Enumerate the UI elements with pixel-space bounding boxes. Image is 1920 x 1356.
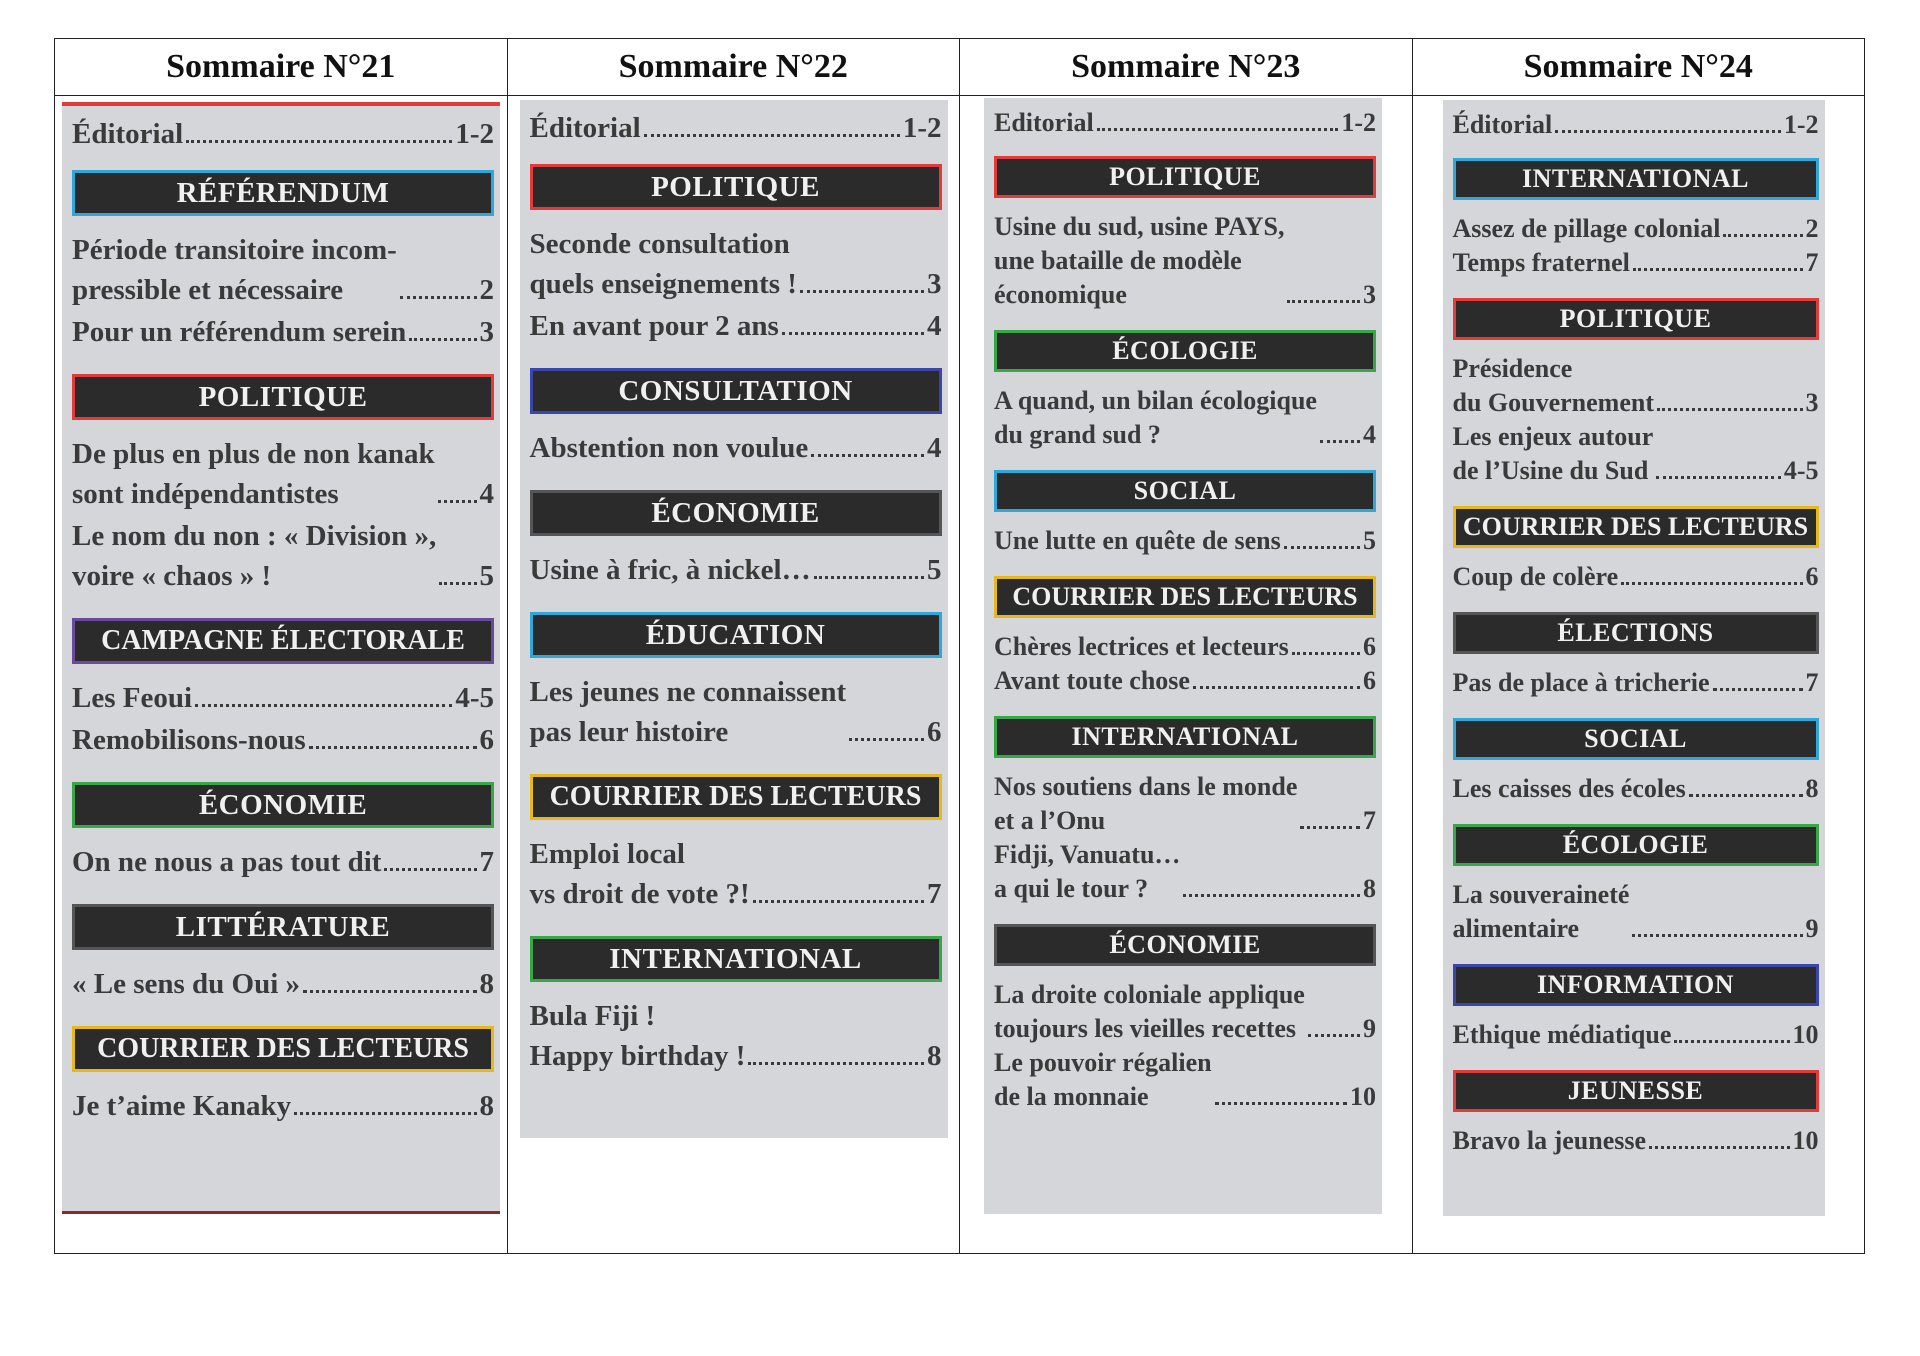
page-number: 2 bbox=[479, 274, 494, 306]
page-number: 6 bbox=[1363, 632, 1376, 661]
toc-entry bbox=[530, 306, 942, 346]
section-header: COURRIER DES LECTEURS bbox=[72, 1026, 494, 1072]
toc-entry bbox=[1453, 878, 1819, 946]
page-number: 7 bbox=[927, 878, 942, 910]
entry-title-line: Happy birthday ! bbox=[529, 1040, 746, 1072]
page-number: 4 bbox=[927, 432, 942, 464]
entry-title-line: La souveraineté bbox=[1452, 880, 1630, 909]
entry-title bbox=[530, 996, 746, 1076]
entry-title-line: Usine du sud, usine PAYS, bbox=[994, 212, 1285, 241]
entry-title-line: Nos soutiens dans le monde bbox=[994, 772, 1298, 801]
entry-title bbox=[530, 224, 797, 304]
toc-panel-24 bbox=[1443, 100, 1825, 1216]
entry-title-line: de l’Usine du Sud bbox=[1452, 456, 1649, 485]
column-header-21: Sommaire N°21 bbox=[166, 48, 396, 85]
dot-leader bbox=[1193, 686, 1360, 689]
entry-title-line: Une lutte en quête de sens bbox=[994, 526, 1281, 555]
toc-entry bbox=[1453, 420, 1819, 488]
entry-title bbox=[1453, 420, 1654, 488]
toc-entry bbox=[72, 678, 494, 718]
dot-leader bbox=[849, 738, 924, 741]
entry-title-line: La droite coloniale applique bbox=[994, 980, 1305, 1009]
section-header: ÉCOLOGIE bbox=[994, 330, 1376, 372]
page-number: 4-5 bbox=[455, 682, 494, 714]
toc-entry bbox=[994, 630, 1376, 664]
section-header: INTERNATIONAL bbox=[994, 716, 1376, 758]
entry-title bbox=[994, 630, 1289, 664]
toc-entry bbox=[994, 664, 1376, 698]
page-number: 8 bbox=[1805, 774, 1819, 803]
entry-title-line: Les caisses des écoles bbox=[1452, 774, 1686, 803]
entry-title bbox=[72, 720, 306, 760]
section-header: POLITIQUE bbox=[72, 374, 494, 420]
entry-title-line: Pas de place à tricherie bbox=[1452, 668, 1710, 697]
page-number: 5 bbox=[927, 554, 942, 586]
toc-panel-23 bbox=[984, 98, 1382, 1214]
dot-leader bbox=[1284, 546, 1360, 549]
section-header: INTERNATIONAL bbox=[1453, 158, 1819, 200]
page-number: 6 bbox=[927, 716, 942, 748]
toc-entry bbox=[72, 434, 494, 514]
page-number: 6 bbox=[1805, 562, 1819, 591]
entry-title-line: En avant pour 2 ans bbox=[529, 310, 779, 342]
entry-title bbox=[530, 306, 779, 346]
toc-entry bbox=[530, 550, 942, 590]
dot-leader bbox=[384, 868, 476, 871]
toc-entry bbox=[994, 384, 1376, 452]
section-header: ÉCOLOGIE bbox=[1453, 824, 1819, 866]
page-number: 3 bbox=[927, 268, 942, 300]
entry-title-line: Bula Fiji ! bbox=[529, 1000, 656, 1032]
section-header: LITTÉRATURE bbox=[72, 904, 494, 950]
entry-title bbox=[1453, 212, 1721, 246]
page-number: 4 bbox=[1363, 420, 1376, 449]
page-number: 10 bbox=[1792, 1020, 1819, 1049]
toc-entry bbox=[1453, 212, 1819, 246]
toc-entry bbox=[994, 524, 1376, 558]
dot-leader bbox=[186, 140, 452, 143]
page-number: 6 bbox=[479, 724, 494, 756]
entry-title bbox=[530, 672, 847, 752]
entry-title-line: Ethique médiatique bbox=[1452, 1020, 1672, 1049]
entry-title-line: une bataille de modèle bbox=[994, 246, 1242, 275]
toc-entry bbox=[72, 114, 494, 154]
entry-title-line: Période transitoire incom- bbox=[72, 234, 397, 266]
dot-leader bbox=[1657, 408, 1803, 411]
dot-leader bbox=[1320, 440, 1360, 443]
toc-entry bbox=[1453, 246, 1819, 280]
toc-entry bbox=[994, 978, 1376, 1046]
toc-entry bbox=[1453, 108, 1819, 142]
toc-entry bbox=[72, 842, 494, 882]
section-header: ÉDUCATION bbox=[530, 612, 942, 658]
toc-entry bbox=[1453, 666, 1819, 700]
entry-title-line: Les enjeux autour bbox=[1452, 422, 1654, 451]
entry-title bbox=[994, 770, 1297, 838]
section-header: ÉCONOMIE bbox=[72, 782, 494, 828]
entry-title-line: Assez de pillage colonial bbox=[1452, 214, 1721, 243]
toc-panel-21 bbox=[62, 102, 500, 1214]
toc-entry bbox=[994, 838, 1376, 906]
entry-title bbox=[72, 114, 183, 154]
toc-entry bbox=[1453, 1124, 1819, 1158]
entry-title-line: Bravo la jeunesse bbox=[1452, 1126, 1647, 1155]
section-header: COURRIER DES LECTEURS bbox=[994, 576, 1376, 618]
entry-title-line: de la monnaie bbox=[994, 1082, 1149, 1111]
page-number: 1-2 bbox=[455, 118, 494, 150]
dot-leader bbox=[811, 454, 924, 457]
page-number: 9 bbox=[1805, 914, 1819, 943]
entry-title-line: De plus en plus de non kanak bbox=[72, 438, 435, 470]
dot-leader bbox=[1674, 1040, 1789, 1043]
entry-title-line: vs droit de vote ?! bbox=[529, 878, 750, 910]
dot-leader bbox=[303, 990, 476, 993]
entry-title bbox=[530, 834, 750, 914]
entry-title-line: Seconde consultation bbox=[529, 228, 790, 260]
page-number: 10 bbox=[1350, 1082, 1376, 1111]
toc-entry bbox=[1453, 560, 1819, 594]
entry-title-line: Le nom du non : « Division », bbox=[72, 520, 437, 552]
entry-title-line: Éditorial bbox=[1452, 110, 1553, 139]
section-header: SOCIAL bbox=[994, 470, 1376, 512]
page-number: 8 bbox=[1363, 874, 1376, 903]
toc-entry bbox=[994, 106, 1376, 140]
entry-title bbox=[72, 842, 381, 882]
column-24 bbox=[1412, 96, 1865, 1253]
section-header: INFORMATION bbox=[1453, 964, 1819, 1006]
dot-leader bbox=[782, 332, 924, 335]
column-header-22: Sommaire N°22 bbox=[507, 39, 960, 95]
entry-title-line: Éditorial bbox=[72, 118, 184, 150]
page-number: 5 bbox=[1363, 526, 1376, 555]
page-number: 7 bbox=[479, 846, 494, 878]
section-header: CONSULTATION bbox=[530, 368, 942, 414]
dot-leader bbox=[1649, 1146, 1789, 1149]
page-number: 1-2 bbox=[902, 112, 942, 144]
section-header: ÉCONOMIE bbox=[530, 490, 942, 536]
column-22 bbox=[507, 96, 960, 1253]
entry-title-line: A quand, un bilan écologique bbox=[994, 386, 1317, 415]
entry-title-line: Fidji, Vanuatu… bbox=[994, 840, 1181, 869]
section-header: SOCIAL bbox=[1453, 718, 1819, 760]
page-number: 3 bbox=[479, 316, 494, 348]
entry-title-line: du Gouvernement bbox=[1452, 388, 1654, 417]
page-number: 4 bbox=[927, 310, 942, 342]
entry-title bbox=[994, 384, 1317, 452]
page-number: 7 bbox=[1363, 806, 1376, 835]
section-header: JEUNESSE bbox=[1453, 1070, 1819, 1112]
dot-leader bbox=[1633, 268, 1803, 271]
page-number: 10 bbox=[1792, 1126, 1819, 1155]
entry-title bbox=[994, 978, 1305, 1046]
toc-entry bbox=[530, 672, 942, 752]
dot-leader bbox=[309, 746, 477, 749]
entry-title-line: Chères lectrices et lecteurs bbox=[994, 632, 1289, 661]
dot-leader bbox=[1656, 476, 1781, 479]
entry-title bbox=[994, 838, 1180, 906]
page-number: 8 bbox=[479, 968, 494, 1000]
dot-leader bbox=[1621, 582, 1802, 585]
toc-entry bbox=[1453, 772, 1819, 806]
dot-leader bbox=[1215, 1102, 1347, 1105]
dot-leader bbox=[644, 134, 900, 137]
entry-title bbox=[1453, 1124, 1647, 1158]
section-header: ÉLECTIONS bbox=[1453, 612, 1819, 654]
entry-title bbox=[1453, 560, 1619, 594]
toc-entry bbox=[72, 312, 494, 352]
page-number: 7 bbox=[1805, 248, 1819, 277]
entry-title bbox=[1453, 772, 1686, 806]
dot-leader bbox=[1632, 934, 1802, 937]
page-number: 4 bbox=[479, 478, 494, 510]
entry-title bbox=[530, 550, 811, 590]
column-21 bbox=[55, 96, 507, 1253]
dot-leader bbox=[439, 582, 476, 585]
summary-table bbox=[54, 38, 1865, 1254]
toc-entry bbox=[72, 720, 494, 760]
toc-entry bbox=[72, 230, 494, 310]
entry-title bbox=[72, 964, 300, 1004]
section-header: CAMPAGNE ÉLECTORALE bbox=[72, 618, 494, 664]
entry-title-line: Les jeunes ne connaissent bbox=[529, 676, 847, 708]
dot-leader bbox=[1097, 128, 1339, 131]
page-number: 8 bbox=[479, 1090, 494, 1122]
entry-title-line: Pour un référendum serein bbox=[72, 316, 407, 348]
entry-title-line: toujours les vieilles recettes bbox=[994, 1014, 1297, 1043]
dot-leader bbox=[753, 900, 924, 903]
dot-leader bbox=[1300, 826, 1360, 829]
dot-leader bbox=[1713, 688, 1803, 691]
page-number: 1-2 bbox=[1341, 108, 1376, 137]
toc-entry bbox=[530, 996, 942, 1076]
entry-title bbox=[530, 428, 809, 468]
toc-entry bbox=[72, 516, 494, 596]
body-row bbox=[55, 96, 1864, 1253]
entry-title-line: « Le sens du Oui » bbox=[72, 968, 301, 1000]
page-number: 4-5 bbox=[1783, 456, 1819, 485]
entry-title bbox=[530, 108, 641, 148]
toc-panel-22 bbox=[520, 100, 948, 1138]
toc-entry bbox=[530, 428, 942, 468]
dot-leader bbox=[438, 500, 477, 503]
dot-leader bbox=[748, 1062, 924, 1065]
entry-title-line: Présidence bbox=[1452, 354, 1573, 383]
entry-title bbox=[994, 664, 1190, 698]
toc-entry bbox=[530, 108, 942, 148]
column-header-24: Sommaire N°24 bbox=[1412, 39, 1865, 95]
entry-title bbox=[72, 312, 406, 352]
entry-title-line: a qui le tour ? bbox=[994, 874, 1149, 903]
dot-leader bbox=[1308, 1034, 1360, 1037]
entry-title bbox=[72, 678, 192, 718]
toc-entry bbox=[1453, 352, 1819, 420]
entry-title bbox=[1453, 666, 1710, 700]
entry-title-line: Coup de colère bbox=[1452, 562, 1619, 591]
entry-title bbox=[72, 516, 436, 596]
entry-title-line: voire « chaos » ! bbox=[72, 560, 272, 592]
toc-entry bbox=[72, 1086, 494, 1126]
dot-leader bbox=[1183, 894, 1360, 897]
entry-title-line: Éditorial bbox=[529, 112, 641, 144]
dot-leader bbox=[195, 704, 452, 707]
entry-title-line: Temps fraternel bbox=[1452, 248, 1630, 277]
entry-title-line: Emploi local bbox=[529, 838, 685, 870]
entry-title bbox=[1453, 878, 1630, 946]
section-header: ÉCONOMIE bbox=[994, 924, 1376, 966]
entry-title-line: alimentaire bbox=[1452, 914, 1580, 943]
dot-leader bbox=[1689, 794, 1803, 797]
toc-entry bbox=[72, 964, 494, 1004]
toc-entry bbox=[530, 224, 942, 304]
column-header-23: Sommaire N°23 bbox=[959, 39, 1412, 95]
entry-title-line: Le pouvoir régalien bbox=[994, 1048, 1212, 1077]
dot-leader bbox=[814, 576, 924, 579]
entry-title bbox=[1453, 1018, 1672, 1052]
dot-leader bbox=[1287, 300, 1360, 303]
entry-title bbox=[994, 210, 1284, 312]
section-header: POLITIQUE bbox=[1453, 298, 1819, 340]
section-header: RÉFÉRENDUM bbox=[72, 170, 494, 216]
toc-entry bbox=[994, 210, 1376, 312]
dot-leader bbox=[1292, 652, 1360, 655]
dot-leader bbox=[294, 1112, 476, 1115]
page-number: 1-2 bbox=[1783, 110, 1819, 139]
page-number: 3 bbox=[1805, 388, 1819, 417]
section-header: COURRIER DES LECTEURS bbox=[1453, 506, 1819, 548]
page-number: 6 bbox=[1363, 666, 1376, 695]
section-header: POLITIQUE bbox=[530, 164, 942, 210]
entry-title-line: Les Feoui bbox=[72, 682, 193, 714]
entry-title-line: Usine à fric, à nickel… bbox=[529, 554, 811, 586]
entry-title-line: et a l’Onu bbox=[994, 806, 1106, 835]
page-number: 7 bbox=[1805, 668, 1819, 697]
entry-title-line: économique bbox=[994, 280, 1127, 309]
dot-leader bbox=[1555, 130, 1781, 133]
entry-title-line: Editorial bbox=[994, 108, 1094, 137]
entry-title bbox=[1453, 352, 1655, 420]
entry-title-line: pas leur histoire bbox=[529, 716, 729, 748]
entry-title-line: Je t’aime Kanaky bbox=[72, 1090, 292, 1122]
dot-leader bbox=[800, 290, 924, 293]
entry-title bbox=[72, 434, 435, 514]
page-number: 8 bbox=[927, 1040, 942, 1072]
dot-leader bbox=[1723, 234, 1802, 237]
dot-leader bbox=[400, 296, 477, 299]
entry-title bbox=[1453, 108, 1553, 142]
page-number: 5 bbox=[479, 560, 494, 592]
toc-entry bbox=[994, 1046, 1376, 1114]
dot-leader bbox=[409, 338, 476, 341]
entry-title-line: On ne nous a pas tout dit bbox=[72, 846, 382, 878]
entry-title bbox=[994, 106, 1094, 140]
entry-title bbox=[72, 230, 397, 310]
section-header: COURRIER DES LECTEURS bbox=[530, 774, 942, 820]
entry-title-line: pressible et nécessaire bbox=[72, 274, 344, 306]
page-number: 3 bbox=[1363, 280, 1376, 309]
page-number: 2 bbox=[1805, 214, 1819, 243]
entry-title bbox=[994, 524, 1281, 558]
toc-entry bbox=[530, 834, 942, 914]
entry-title bbox=[1453, 246, 1630, 280]
entry-title bbox=[72, 1086, 291, 1126]
entry-title-line: Remobilisons-nous bbox=[72, 724, 306, 756]
header-row bbox=[55, 39, 1864, 96]
section-header: INTERNATIONAL bbox=[530, 936, 942, 982]
entry-title bbox=[994, 1046, 1212, 1114]
entry-title-line: Avant toute chose bbox=[994, 666, 1190, 695]
page-number: 9 bbox=[1363, 1014, 1376, 1043]
entry-title-line: Abstention non voulue bbox=[529, 432, 809, 464]
column-23 bbox=[959, 96, 1412, 1253]
entry-title-line: sont indépendantistes bbox=[72, 478, 339, 510]
entry-title-line: du grand sud ? bbox=[994, 420, 1161, 449]
section-header: POLITIQUE bbox=[994, 156, 1376, 198]
entry-title-line: quels enseignements ! bbox=[529, 268, 797, 300]
toc-entry bbox=[1453, 1018, 1819, 1052]
toc-entry bbox=[994, 770, 1376, 838]
